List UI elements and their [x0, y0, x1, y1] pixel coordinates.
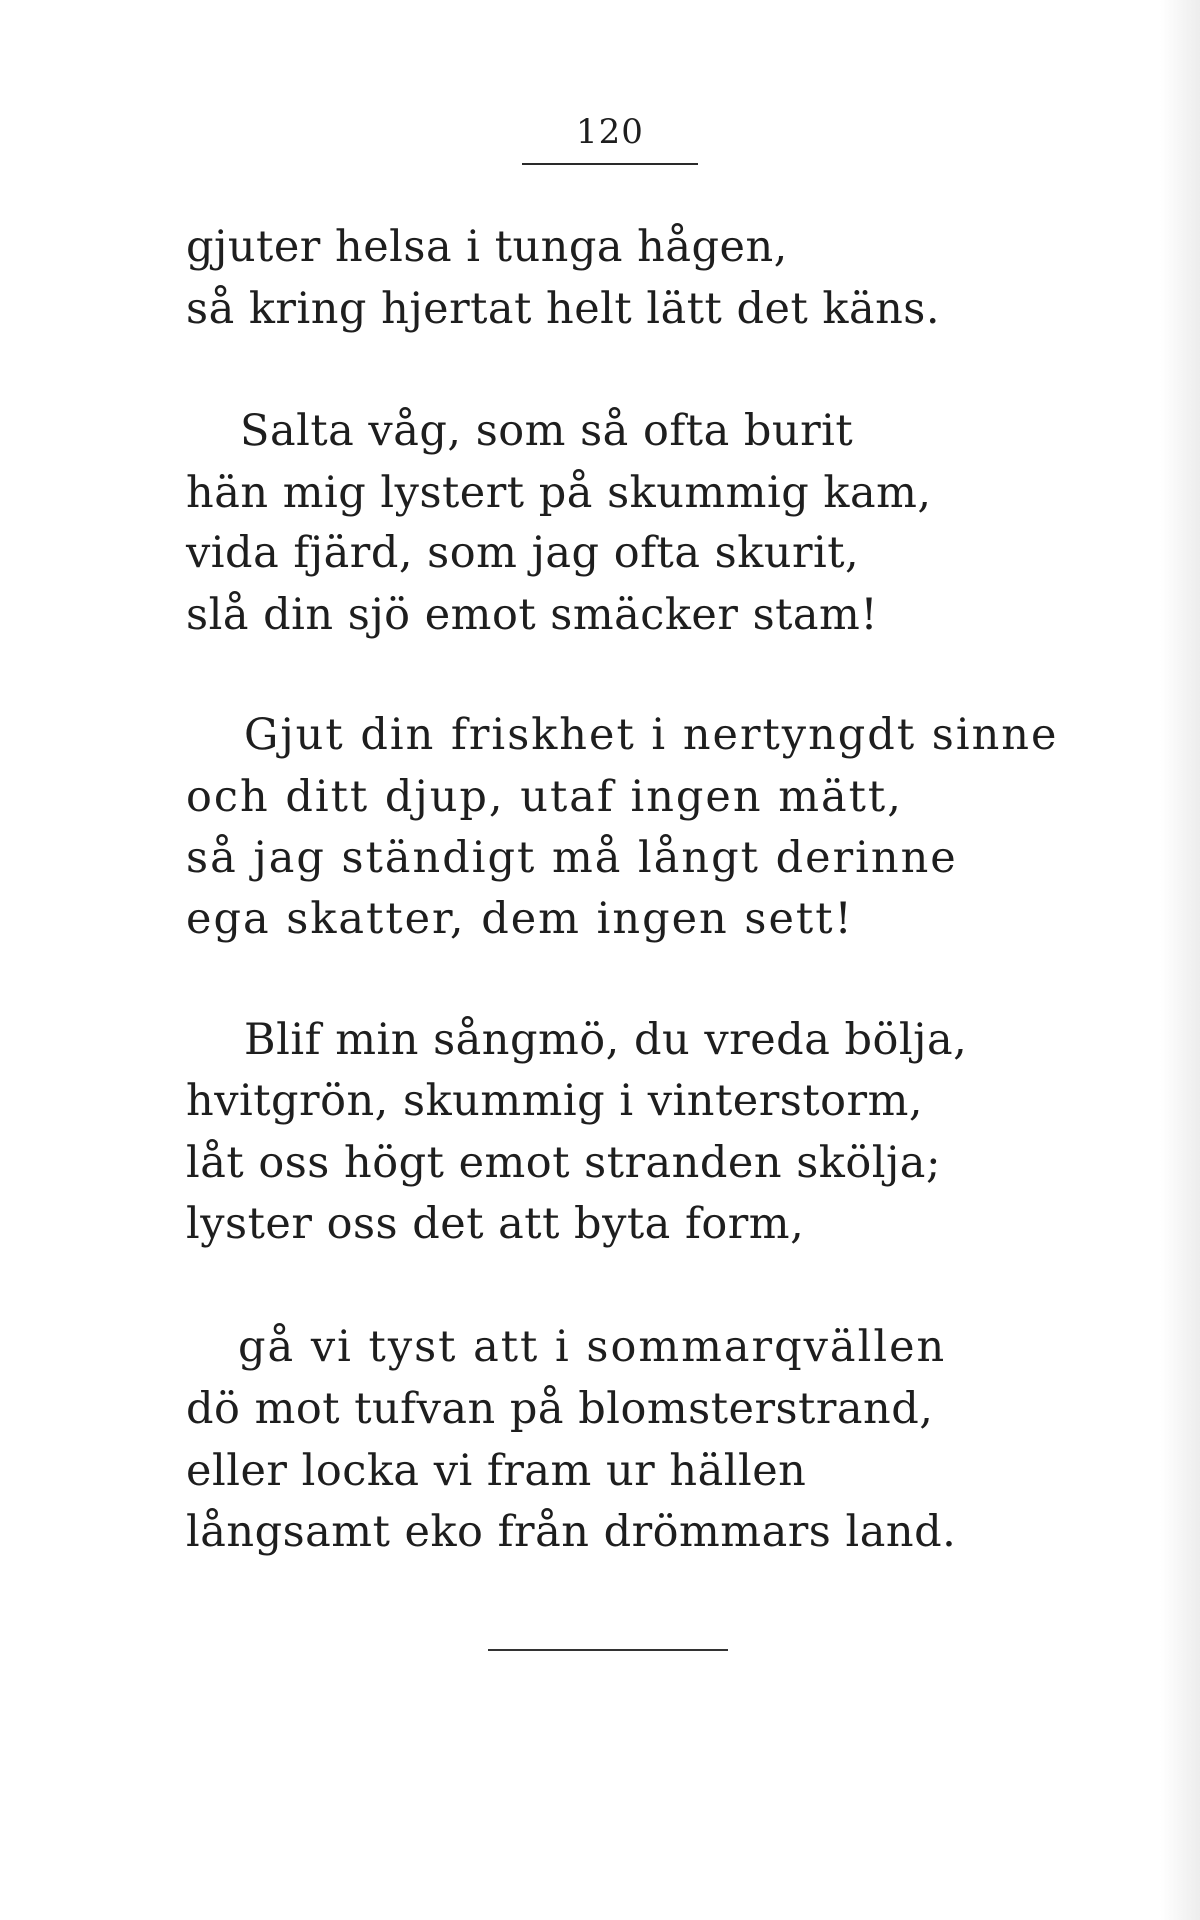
poem-line: lyster oss det att byta form,	[186, 1199, 805, 1249]
poem-line: långsamt eko från drömmars land.	[186, 1507, 957, 1557]
end-rule	[488, 1649, 728, 1651]
poem-line: ega skatter, dem ingen sett!	[186, 894, 854, 944]
poem-line: hän mig lystert på skummig kam,	[186, 468, 932, 518]
poem-line: och ditt djup, utaf ingen mätt,	[186, 772, 903, 822]
poem-line: gjuter helsa i tunga hågen,	[186, 222, 788, 272]
poem-line: vida fjärd, som jag ofta skurit,	[186, 528, 860, 578]
poem-line: så jag ständigt må långt derinne	[186, 833, 958, 883]
header-rule	[522, 163, 698, 165]
poem-line: Blif min sångmö, du vreda bölja,	[244, 1015, 968, 1065]
poem-line: Gjut din friskhet i nertyngdt sinne	[244, 710, 1059, 760]
poem-line: låt oss högt emot stranden skölja;	[186, 1138, 941, 1188]
poem-line: dö mot tufvan på blomsterstrand,	[186, 1384, 934, 1434]
page-edge-shadow	[1160, 0, 1200, 1920]
poem-line: eller locka vi fram ur hällen	[186, 1446, 807, 1496]
poem-line: gå vi tyst att i sommarqvällen	[238, 1322, 947, 1372]
poem-line: hvitgrön, skummig i vinterstorm,	[186, 1076, 924, 1126]
page-number: 120	[576, 112, 644, 152]
poem-line: slå din sjö emot smäcker stam!	[186, 590, 879, 640]
poem-line: så kring hjertat helt lätt det käns.	[186, 284, 941, 334]
poem-line: Salta våg, som så ofta burit	[240, 406, 854, 456]
